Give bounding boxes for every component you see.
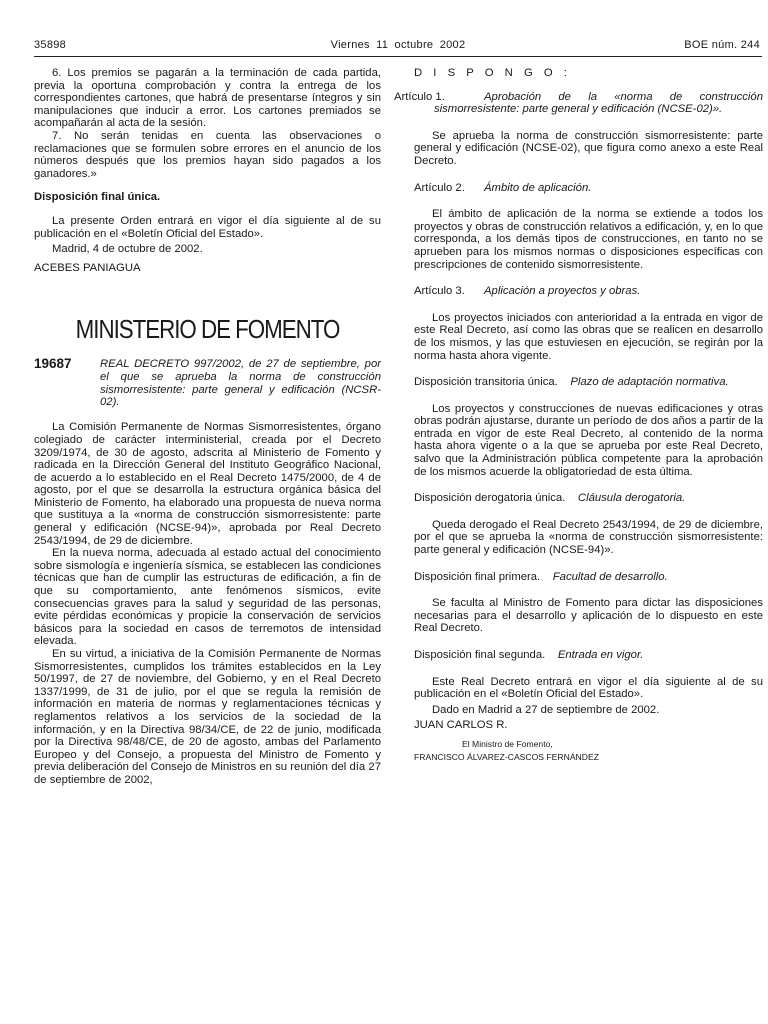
- decree-number: 19687: [34, 356, 72, 372]
- left-column: [34, 67, 381, 787]
- preamble-paragraph-2: En la nueva norma, adecuada al estado actual del conocimiento sobre sismología e ingeniería sísmica, se establecen las condiciones técnicas que han de cumplir las estructuras de edificación, a fin de que su comportamiento, ante fenómenos sísmicos, evite consecuencias graves para la salud y seguridad de las personas, evite pérdidas económicas y propicie la conservación de servicios básicos para la sociedad en casos de terremotos de intensidad elevada.: [34, 547, 381, 648]
- article-2-heading: [414, 182, 763, 195]
- item-6: 6. Los premios se pagarán a la terminación de cada partida, previa la oportuna comprobación y contra la entrega de los correspondientes cartones, que habrá de presentarse íntegros y sin manipulaciones que inducir a error. Los cartones premiados se acompañarán al acta de la sesión.: [34, 67, 381, 130]
- article-2-title: Ámbito de aplicación.: [484, 181, 592, 194]
- transitional-heading: [414, 376, 763, 389]
- page-header: [34, 39, 762, 55]
- derogatory-text: Queda derogado el Real Decreto 2543/1994, de 29 de diciembre, por el que se aprueba la «norma de construcción sismorresistente: parte general y edificación (NCSE-94)».: [414, 518, 763, 557]
- article-2-text: El ámbito de aplicación de la norma se extiende a todos los proyectos y obras de construcción relativos a edificación, y, en lo que corresponda, a los demás tipos de construcciones, en tanto no se aprueben para los mismos normas o disposiciones específicas con prescripciones de contenido sismorresistente.: [414, 208, 763, 271]
- final-first-heading: [414, 571, 763, 584]
- king-signature: JUAN CARLOS R.: [414, 719, 508, 732]
- article-3-text: Los proyectos iniciados con anterioridad a la entrada en vigor de este Real Decreto, así como las obras que se realicen en desarrollo de los mismos, y las que estuviesen en ejecución, se regirán por la norma hasta ahora vigente.: [414, 311, 763, 362]
- final-second-heading: [414, 649, 763, 662]
- article-3-title: Aplicación a proyectos y obras.: [484, 285, 641, 298]
- ministry-heading: MINISTERIO DE FOMENTO: [75, 314, 340, 345]
- journal-issue: BOE núm. 244: [684, 39, 760, 51]
- item-7: 7. No serán tenidas en cuenta las observaciones o reclamaciones que se formulen sobre errores en el anuncio de los números después que los premios hayan sido pagados a los ganadores.»: [34, 129, 381, 180]
- final-second-label: Disposición final segunda.: [414, 649, 546, 661]
- final-first-title: Facultad de desarrollo.: [552, 570, 668, 583]
- article-1-heading: [394, 90, 763, 116]
- transitional-label: Disposición transitoria única.: [414, 376, 558, 389]
- transitional-text: Los proyectos y construcciones de nuevas edificaciones y otras obras podrán ajustarse, durante un período de dos años a partir de la entrada en vigor de este Real Decreto, al contenido de la norma hasta ahora vigente o a la que se aprueba por este Real Decreto, salvo que la Administración pública competente para la aprobación de los mismos acuerde la obligatoriedad de esta última.: [414, 402, 763, 478]
- preamble-paragraph-3: En su virtud, a iniciativa de la Comisión Permanente de Normas Sismorresistentes, cumplidos los trámites establecidos en la Ley 50/1997, de 27 de noviembre, del Gobierno, y en el Real Decreto 1337/1999, de 31 de julio, por el que se regula la remisión de información en materia de normas y reglamentaciones técnicas y reglamentos relativos a los servicios de la sociedad de la información, y en la Directiva 98/34/CE, de 22 de junio, modificada por la Directiva 98/48/CE, de 20 de agosto, ambas del Parlamento Europeo y del Consejo, a propuesta del Ministro de Fomento y previa deliberación del Consejo de Ministros en su reunión del día 27 de septiembre de 2002,: [34, 648, 381, 786]
- decree-header: [34, 358, 381, 410]
- derogatory-label: Disposición derogatoria única.: [414, 492, 566, 505]
- order-signer: ACEBES PANIAGUA: [34, 261, 141, 274]
- final-first-text: Se faculta al Ministro de Fomento para dictar las disposiciones necesarias para el desarrollo y aplicación de lo dispuesto en este Real Decreto.: [414, 597, 763, 635]
- final-disposition-heading: Disposición final única.: [34, 191, 161, 204]
- transitional-title: Plazo de adaptación normativa.: [570, 376, 729, 389]
- issue-date: Viernes 11 octubre 2002: [330, 39, 466, 51]
- page-number: 35898: [34, 39, 67, 51]
- article-3-label: Artículo 3.: [414, 285, 465, 298]
- minister-name: FRANCISCO ÁLVAREZ-CASCOS FERNÁNDEZ: [414, 751, 599, 762]
- final-disposition-text: La presente Orden entrará en vigor el día siguiente al de su publicación en el «Boletín Oficial del Estado».: [34, 214, 381, 240]
- final-second-title: Entrada en vigor.: [557, 649, 644, 661]
- derogatory-heading: [414, 492, 763, 505]
- decree-title: REAL DECRETO 997/2002, de 27 de septiembre, por el que se aprueba la norma de construcción sismorresistente: parte general y edificación (NCSR-02).: [100, 358, 381, 409]
- right-column: [394, 67, 763, 764]
- article-2-label: Artículo 2.: [414, 181, 465, 194]
- dispongo-heading: D I S P O N G O :: [414, 67, 571, 79]
- final-first-label: Disposición final primera.: [414, 570, 541, 583]
- minister-title: El Ministro de Fomento,: [462, 738, 553, 749]
- article-3-heading: [414, 285, 763, 298]
- decree-date-line: Dado en Madrid a 27 de septiembre de 2002.: [432, 703, 660, 716]
- preamble-paragraph-1: La Comisión Permanente de Normas Sismorresistentes, órgano colegiado de carácter interministerial, creada por el Decreto 3209/1974, de 30 de agosto, adscrita al Ministerio de Fomento y radicada en la Dirección General del Instituto Geográfico Nacional, de acuerdo a lo establecido en el Real Decreto 1475/2000, de 4 de agosto, por el que se desarrolla la estructura orgánica básica del Ministerio de Fomento, ha elaborado una propuesta de nueva norma que sustituya a la «norma de construcción sismorresistente: parte general y edificación (NCSE-94)», aprobada por Real Decreto 2543/1994, de 29 de diciembre.: [34, 421, 381, 547]
- derogatory-title: Cláusula derogatoria.: [577, 492, 686, 505]
- article-1-label: Artículo 1.: [394, 90, 445, 103]
- final-second-text: Este Real Decreto entrará en vigor el día siguiente al de su publicación en el «Boletín Oficial del Estado».: [414, 675, 763, 701]
- order-date-line: Madrid, 4 de octubre de 2002.: [52, 243, 203, 256]
- minister-signature-block: [414, 738, 763, 764]
- article-1-title: Aprobación de la «norma de construcción sismorresistente: parte general y edificación (NCSE-02)».: [434, 90, 763, 116]
- article-1-text: Se aprueba la norma de construcción sismorresistente: parte general y edificación (NCSE-02), que figura como anexo a este Real Decreto.: [414, 129, 763, 167]
- header-rule: [34, 56, 762, 57]
